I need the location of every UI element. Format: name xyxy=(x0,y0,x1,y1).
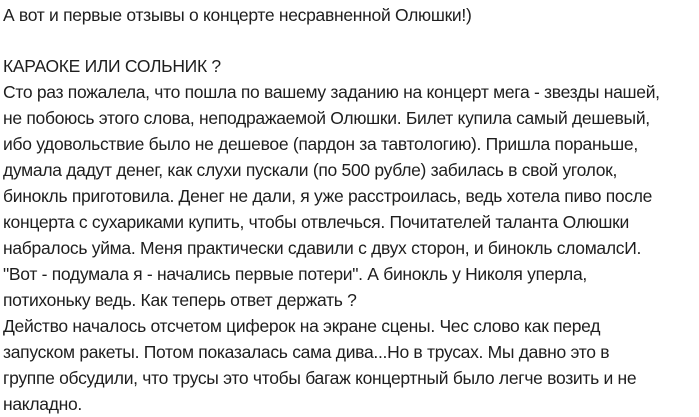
review-line: набралось уйма. Меня практически сдавили с двух сторон, и бинокль сломалсИ. xyxy=(3,238,642,258)
review-line: ибо удовольствие было не дешевое (пардон за тавтологию). Пришла пораньше, xyxy=(3,134,638,154)
review-line: думала дадут денег, как слухи пускали (по 500 рубле) забилась в свой уголок, xyxy=(3,160,618,180)
review-line: концерта с сухариками купить, чтобы отвлечься. Почитателей таланта Олюшки xyxy=(3,212,630,232)
review-line: Действо началось отсчетом циферок на экране сцены. Чес слово как перед xyxy=(3,316,601,336)
review-line: "Вот - подумала я - начались первые потери". А бинокль у Николя уперла, xyxy=(3,264,587,284)
review-line: бинокль приготовила. Денег не дали, я уже расстроилась, ведь хотела пиво после xyxy=(3,186,653,206)
intro-line: А вот и первые отзывы о концерте несравненной Олюшки!) xyxy=(3,5,472,25)
review-line: потихоньку ведь. Как теперь ответ держать ? xyxy=(3,290,357,310)
review-line: группе обсудили, что трусы это чтобы багаж концертный было легче возить и не xyxy=(3,368,637,388)
review-line: не побоюсь этого слова, неподражаемой Олюшки. Билет купила самый дешевый, xyxy=(3,108,650,128)
review-line: Сто раз пожалела, что пошла по вашему заданию на концерт мега - звезды нашей, xyxy=(3,82,660,102)
review-line: накладно. xyxy=(3,394,82,414)
review-line: запуском ракеты. Потом показалась сама дива...Но в трусах. Мы давно это в xyxy=(3,342,610,362)
post-heading: КАРАОКЕ ИЛИ СОЛЬНИК ? xyxy=(3,56,221,76)
